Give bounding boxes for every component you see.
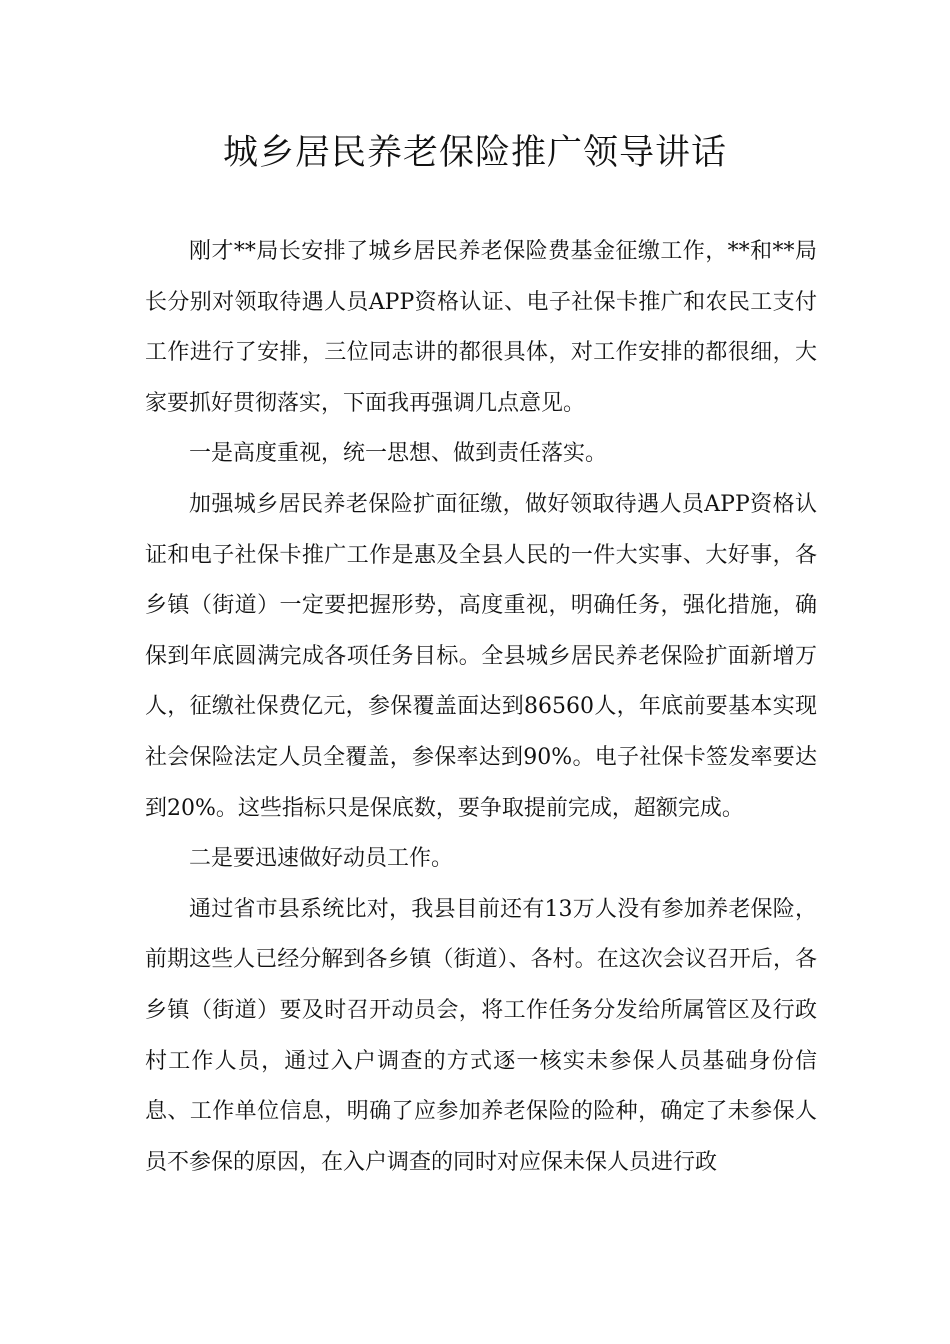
paragraph: 刚才**局长安排了城乡居民养老保险费基金征缴工作，**和**局长分别对领取待遇人员APP资格认证、电子社保卡推广和农民工支付工作进行了安排，三位同志讲的都很具体，对工作安排的都很细，大家要抓好贯彻落实，下面我再强调几点意见。	[145, 239, 817, 416]
document-body	[145, 227, 817, 1188]
paragraph: 二是要迅速做好动员工作。	[189, 846, 454, 872]
paragraph: 一是高度重视，统一思想、做到责任落实。	[189, 441, 608, 467]
paragraph: 通过省市县系统比对，我县目前还有13万人没有参加养老保险，前期这些人已经分解到各乡镇（街道）、各村。在这次会议召开后，各乡镇（街道）要及时召开动员会，将工作任务分发给所属管区及行政村工作人员，通过入户调查的方式逐一核实未参保人员基础身份信息、工作单位信息，明确了应参加养老保险的险种，确定了未参保人员不参保的原因，在入户调查的同时对应保未保人员进行政	[145, 896, 817, 1175]
paragraph: 加强城乡居民养老保险扩面征缴，做好领取待遇人员APP资格认证和电子社保卡推广工作是惠及全县人民的一件大实事、大好事，各乡镇（街道）一定要把握形势，高度重视，明确任务，强化措施，确保到年底圆满完成各项任务目标。全县城乡居民养老保险扩面新增万人，征缴社保费亿元，参保覆盖面达到86560人，年底前要基本实现社会保险法定人员全覆盖，参保率达到90%。电子社保卡签发率要达到20%。这些指标只是保底数，要争取提前完成，超额完成。	[145, 491, 817, 821]
document-title: 城乡居民养老保险推广领导讲话	[222, 133, 727, 173]
